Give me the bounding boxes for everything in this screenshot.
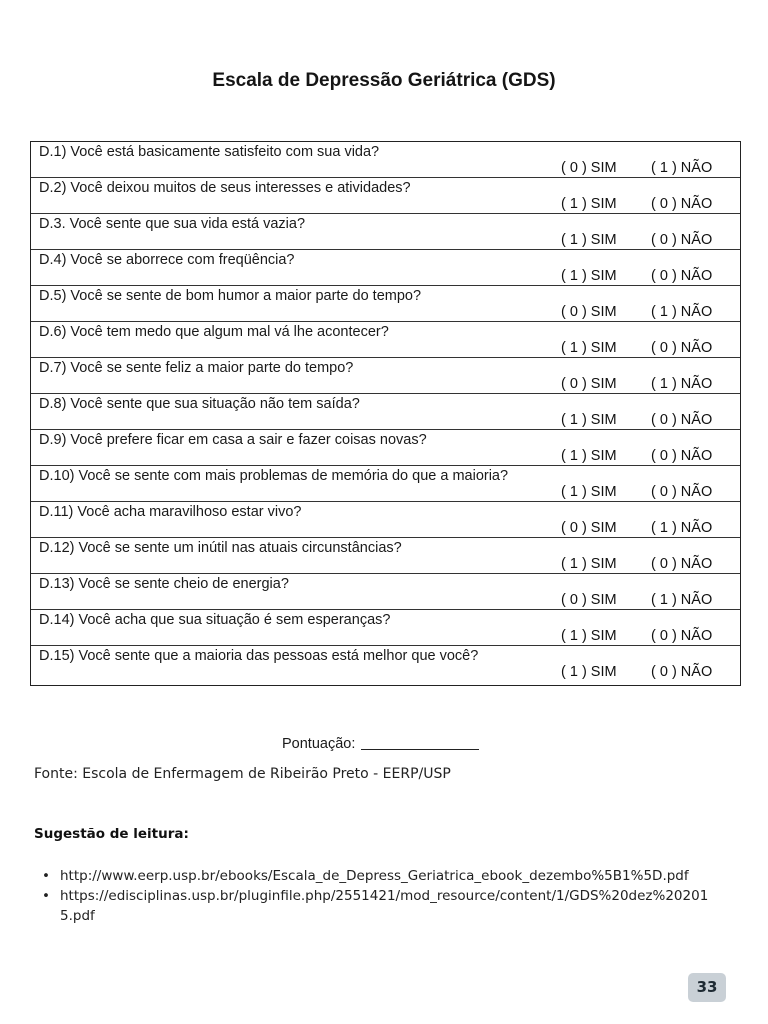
question-row <box>31 502 740 538</box>
option-nao: ( 1 ) NÃO <box>651 592 713 608</box>
option-nao: ( 0 ) NÃO <box>651 484 713 500</box>
option-nao: ( 0 ) NÃO <box>651 556 713 572</box>
question-row <box>31 574 740 610</box>
question-text: D.15) Você sente que a maioria das pessoas está melhor que você? <box>39 648 479 664</box>
option-nao: ( 1 ) NÃO <box>651 520 713 536</box>
option-nao: ( 1 ) NÃO <box>651 304 713 320</box>
question-row <box>31 286 740 322</box>
option-sim: ( 1 ) SIM <box>561 448 617 464</box>
question-row <box>31 646 740 685</box>
question-row <box>31 466 740 502</box>
option-nao: ( 0 ) NÃO <box>651 448 713 464</box>
reading-links-list <box>34 866 724 926</box>
question-text: D.12) Você se sente um inútil nas atuais circunstâncias? <box>39 540 402 556</box>
option-nao: ( 1 ) NÃO <box>651 376 713 392</box>
question-row <box>31 250 740 286</box>
option-nao: ( 0 ) NÃO <box>651 664 713 680</box>
option-sim: ( 0 ) SIM <box>561 304 617 320</box>
option-sim: ( 1 ) SIM <box>561 340 617 356</box>
bullet-icon: • <box>42 868 50 884</box>
page-number-badge: 33 <box>688 973 726 1002</box>
option-nao: ( 0 ) NÃO <box>651 412 713 428</box>
question-row <box>31 178 740 214</box>
question-text: D.8) Você sente que sua situação não tem saída? <box>39 396 360 412</box>
reading-link[interactable]: http://www.eerp.usp.br/ebooks/Escala_de_Depress_Geriatrica_ebook_dezembo%5B1%5D.pdf <box>60 868 689 884</box>
question-text: D.2) Você deixou muitos de seus interesses e atividades? <box>39 180 411 196</box>
option-sim: ( 1 ) SIM <box>561 484 617 500</box>
reading-link[interactable]: https://edisciplinas.usp.br/pluginfile.php/2551421/mod_resource/content/1/GDS%20dez%202015.pdf <box>60 888 709 924</box>
source-note: Fonte: Escola de Enfermagem de Ribeirão Preto - EERP/USP <box>34 766 451 782</box>
question-row <box>31 538 740 574</box>
question-text: D.7) Você se sente feliz a maior parte do tempo? <box>39 360 354 376</box>
option-sim: ( 0 ) SIM <box>561 592 617 608</box>
option-sim: ( 1 ) SIM <box>561 628 617 644</box>
option-sim: ( 1 ) SIM <box>561 412 617 428</box>
question-row <box>31 142 740 178</box>
question-text: D.1) Você está basicamente satisfeito com sua vida? <box>39 144 380 160</box>
option-nao: ( 0 ) NÃO <box>651 268 713 284</box>
option-nao: ( 0 ) NÃO <box>651 628 713 644</box>
question-row <box>31 214 740 250</box>
option-nao: ( 0 ) NÃO <box>651 196 713 212</box>
document-title: Escala de Depressão Geriátrica (GDS) <box>212 70 556 91</box>
question-text: D.13) Você se sente cheio de energia? <box>39 576 289 592</box>
question-text: D.4) Você se aborrece com freqüência? <box>39 252 295 268</box>
score-blank-line <box>361 749 479 750</box>
question-text: D.6) Você tem medo que algum mal vá lhe acontecer? <box>39 324 389 340</box>
question-row <box>31 394 740 430</box>
question-text: D.9) Você prefere ficar em casa a sair e fazer coisas novas? <box>39 432 427 448</box>
question-text: D.5) Você se sente de bom humor a maior parte do tempo? <box>39 288 422 304</box>
option-sim: ( 1 ) SIM <box>561 232 617 248</box>
question-text: D.3. Você sente que sua vida está vazia? <box>39 216 306 232</box>
gds-questionnaire-table <box>30 141 741 686</box>
question-row <box>31 610 740 646</box>
option-sim: ( 0 ) SIM <box>561 376 617 392</box>
option-sim: ( 0 ) SIM <box>561 160 617 176</box>
option-sim: ( 1 ) SIM <box>561 556 617 572</box>
question-text: D.14) Você acha que sua situação é sem esperanças? <box>39 612 391 628</box>
question-text: D.10) Você se sente com mais problemas de memória do que a maioria? <box>39 468 509 484</box>
question-row <box>31 358 740 394</box>
list-item <box>34 866 724 886</box>
question-row <box>31 322 740 358</box>
option-sim: ( 1 ) SIM <box>561 664 617 680</box>
list-item <box>34 886 724 926</box>
option-nao: ( 0 ) NÃO <box>651 232 713 248</box>
score-label: Pontuação: <box>282 736 356 752</box>
question-text: D.11) Você acha maravilhoso estar vivo? <box>39 504 302 520</box>
question-row <box>31 430 740 466</box>
option-sim: ( 0 ) SIM <box>561 520 617 536</box>
option-nao: ( 0 ) NÃO <box>651 340 713 356</box>
bullet-icon: • <box>42 888 50 904</box>
option-sim: ( 1 ) SIM <box>561 196 617 212</box>
reading-suggestion-heading: Sugestão de leitura: <box>34 826 189 842</box>
option-nao: ( 1 ) NÃO <box>651 160 713 176</box>
score-field <box>282 736 479 752</box>
option-sim: ( 1 ) SIM <box>561 268 617 284</box>
